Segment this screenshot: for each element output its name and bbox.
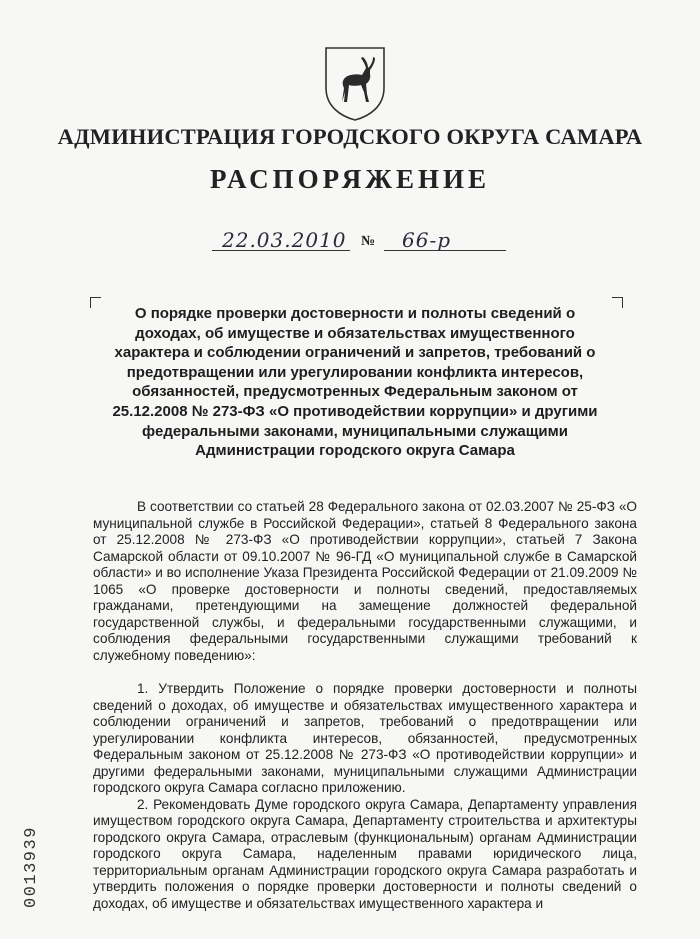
samara-coat-of-arms-icon <box>320 44 390 122</box>
document-number: 66-р <box>402 228 452 252</box>
organization-name: АДМИНИСТРАЦИЯ ГОРОДСКОГО ОКРУГА САМАРА <box>57 124 643 149</box>
document-subject: О порядке проверки достоверности и полноты сведений о доходах, об имуществе и обязательствах имущественного характера и соблюдении ограничений и запретов, требований о предотвращении или урегулировании конфликта интересов, обязанностей, предусмотренных Федеральным законом от 25.12.2008 № 273-ФЗ «О противодействии коррупции» и другими федеральными законами, муниципальными служащими Администрации городского округа Самара <box>112 305 598 460</box>
margin-stamp-number: 0013939 <box>22 826 41 908</box>
document-body <box>93 499 637 912</box>
number-sign: № <box>361 234 376 249</box>
item-1-paragraph: 1. Утвердить Положение о порядке проверки достоверности и полноты сведений о доходах, об имуществе и обязательствах имущественного характера и соблюдении ограничений и запретов, требований о предотвращении или урегулировании конфликта интересов, обязанностей, предусмотренных Федеральным законом от 25.12.2008 № 273-ФЗ «О противодействии коррупции» и другими федеральными законами, муниципальными служащими Администрации городского округа Самара согласно приложению. <box>93 681 637 795</box>
preamble-paragraph: В соответствии со статьей 28 Федерального закона от 02.03.2007 № 25-ФЗ «О муниципальной службе в Российской Федерации», статьей 8 Федерального закона от 25.12.2008 № 273-ФЗ «О противодействии коррупции», статьей 7 Закона Самарской области от 09.10.2007 № 96-ГД «О муниципальной службе в Самарской области» и во исполнение Указа Президента Российской Федерации от 21.09.2009 № 1065 «О проверке достоверности и полноты сведений, предоставляемых гражданами, претендующими на замещение должностей федеральной государственной службы, и федеральными государственными служащими, и соблюдения федеральными государственными служащими требований к служебному поведению»: <box>93 499 637 663</box>
paragraph-gap <box>93 664 637 681</box>
item-2-paragraph: 2. Рекомендовать Думе городского округа Самара, Департаменту управления имуществом городского округа Самара, Департаменту строительства и архитектуры городского округа Самара, отраслевым (функциональным) органам Администрации городского округа Самара, наделенным правами юридического лица, территориальным органам Администрации городского округа Самара разработать и утвердить положения о порядке проверки достоверности и полноты сведений о доходах, об имуществе и обязательствах имущественного характера и <box>93 796 637 911</box>
document-title: РАСПОРЯЖЕНИЕ <box>209 164 491 194</box>
document-date: 22.03.2010 <box>222 228 347 252</box>
subject-bracket-right <box>612 297 623 308</box>
